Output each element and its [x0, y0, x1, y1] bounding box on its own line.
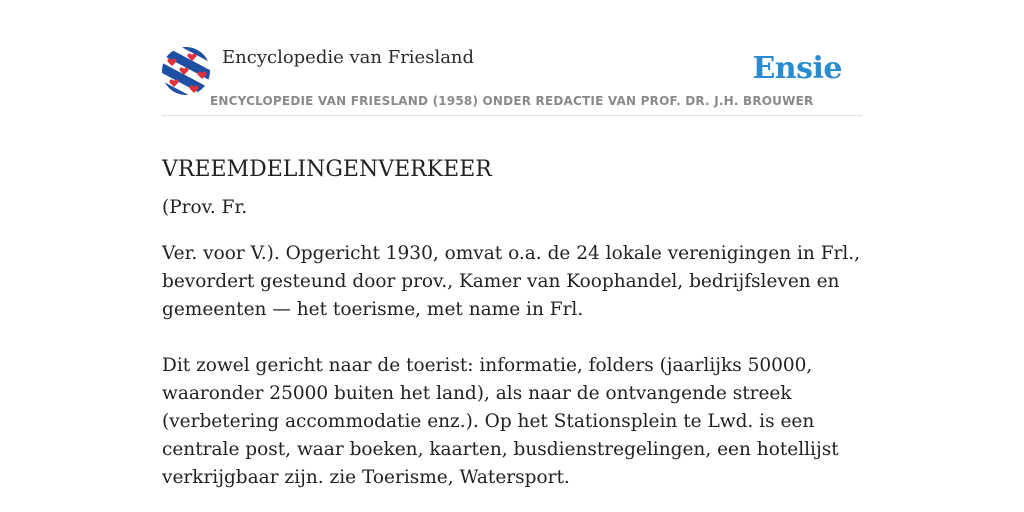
frisian-flag-logo-icon[interactable]: [162, 47, 210, 95]
header-divider: [162, 115, 862, 116]
ensie-brand-logo[interactable]: Ensie: [752, 51, 842, 86]
entry-paragraph: Ver. voor V.). Opgericht 1930, omvat o.a. de 24 lokale verenigingen in Frl., bevordert gesteund door prov., Kamer van Koophandel, bedrijfsleven en gemeenten — het toerisme, met name in Frl.: [162, 243, 861, 320]
entry-paragraph: Dit zowel gericht naar de toerist: informatie, folders (jaarlijks 50000, waaronder 25000 buiten het land), als naar de ontvangende streek (verbetering accommodatie enz.). Op het Stationsplein te Lwd. is een centrale post, waar boeken, kaarten, busdienstregelingen, een hotellijst verkrijgbaar zijn. zie Toerisme, Watersport.: [162, 355, 839, 488]
entry-paragraph: (Prov. Fr.: [162, 197, 248, 218]
site-title[interactable]: Encyclopedie van Friesland: [222, 47, 475, 68]
encyclopedia-subtitle: ENCYCLOPEDIE VAN FRIESLAND (1958) ONDER REDACTIE VAN PROF. DR. J.H. BROUWER: [210, 94, 814, 108]
entry-title: VREEMDELINGENVERKEER: [162, 156, 492, 182]
entry-body: [162, 194, 862, 510]
